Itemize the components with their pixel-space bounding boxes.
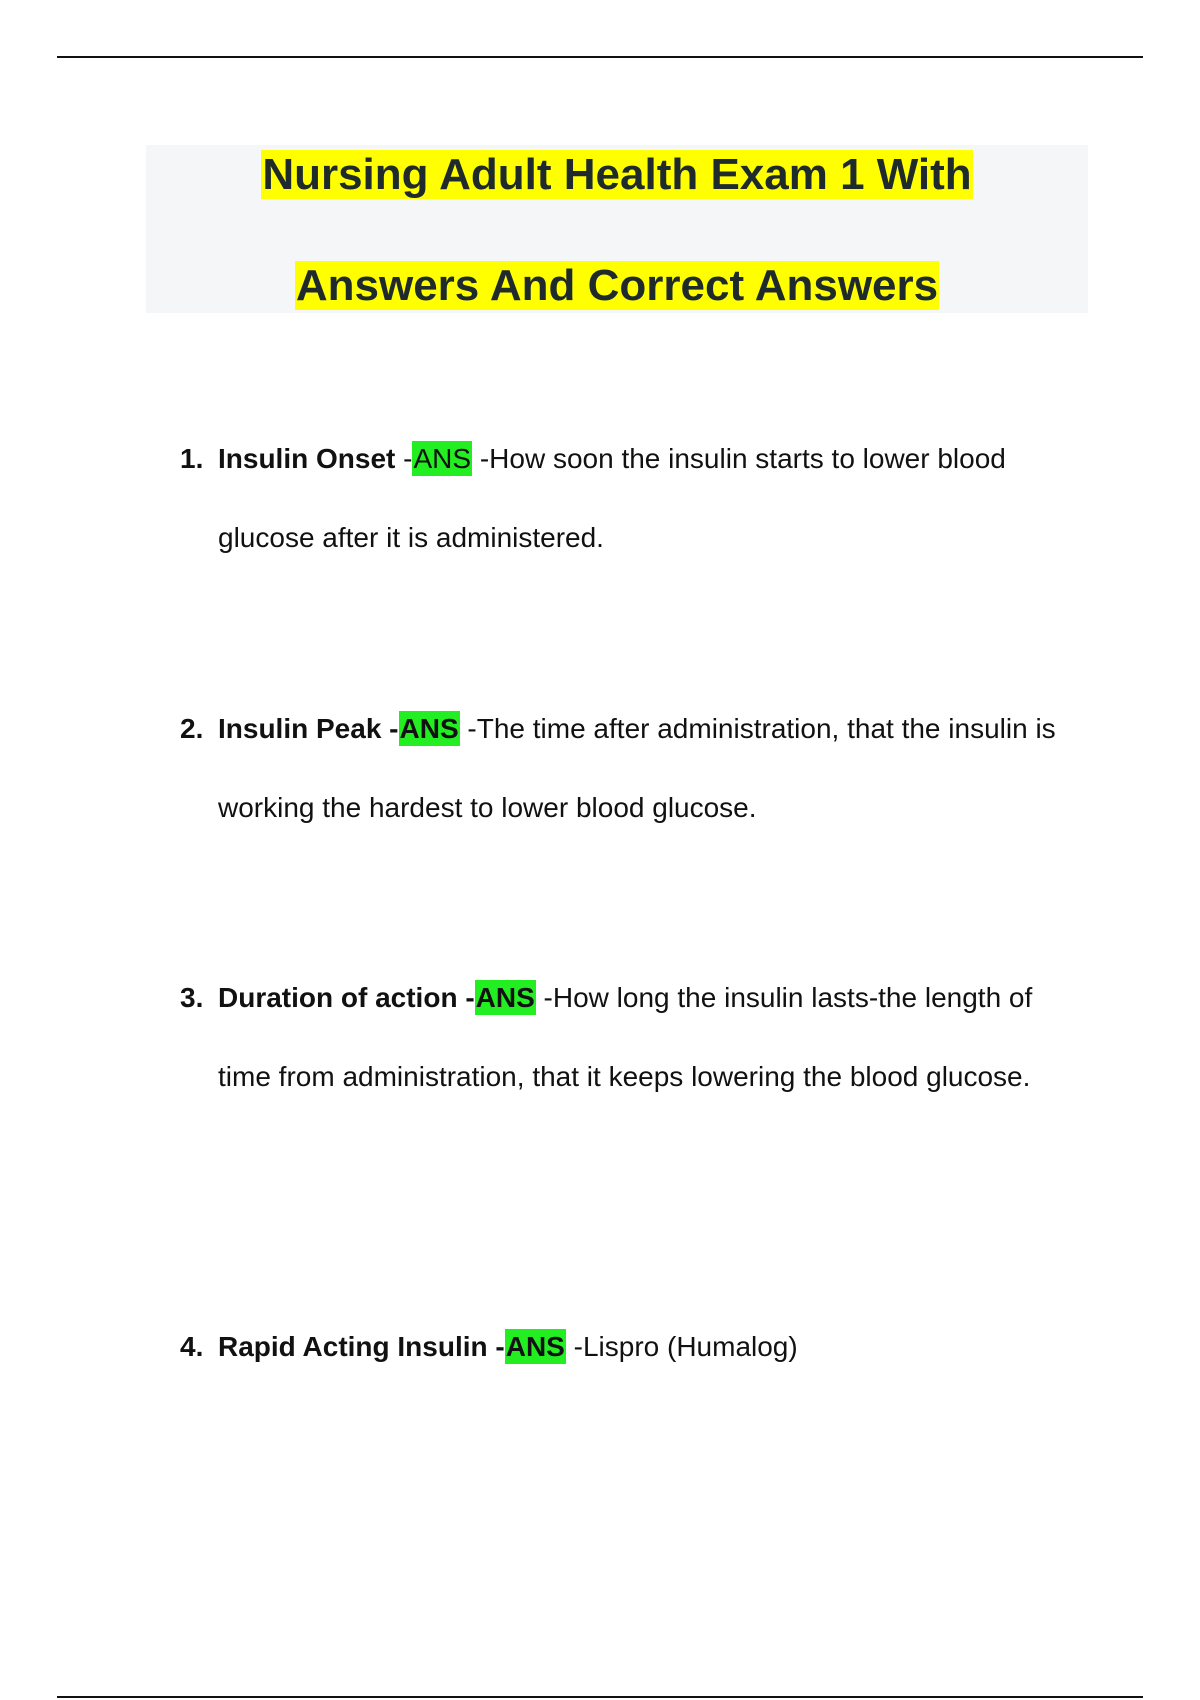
footer-rule (57, 1696, 1143, 1698)
item-body (218, 1307, 1080, 1386)
item-term: Rapid Acting Insulin - (218, 1331, 505, 1362)
item-number: 4. (180, 1331, 204, 1362)
item-number: 1. (180, 443, 204, 474)
item-term: Insulin Peak - (218, 713, 399, 744)
ans-tag: ANS (505, 1331, 565, 1362)
qa-item-2 (180, 689, 1080, 847)
ans-tag: ANS (399, 713, 459, 744)
item-number: 3. (180, 982, 204, 1013)
item-definition: -How soon the insulin starts to lower blood glucose after it is administered. (218, 443, 1006, 553)
item-definition: -The time after administration, that the insulin is working the hardest to lower blood glucose. (218, 713, 1056, 823)
ans-tag: ANS (475, 982, 535, 1013)
title-block (146, 145, 1088, 313)
qa-item-3 (180, 958, 1080, 1116)
document-title-line-2 (146, 258, 1088, 314)
title-highlight-1: Nursing Adult Health Exam 1 With (262, 150, 972, 199)
item-number: 2. (180, 713, 204, 744)
item-term: Insulin Onset (218, 443, 404, 474)
document-title-line-1 (146, 147, 1088, 203)
title-highlight-2: Answers And Correct Answers (295, 261, 939, 310)
item-definition: -Lispro (Humalog) (565, 1331, 798, 1362)
item-definition: -How long the insulin lasts-the length of time from administration, that it keeps lowering the blood glucose. (218, 982, 1033, 1092)
header-rule (57, 56, 1143, 58)
item-body (218, 689, 1080, 847)
qa-item-4 (180, 1307, 1080, 1386)
item-body (218, 958, 1080, 1116)
item-separator: - (403, 443, 413, 474)
item-body (218, 419, 1080, 577)
qa-item-1 (180, 419, 1080, 577)
item-term: Duration of action - (218, 982, 475, 1013)
ans-tag: ANS (413, 443, 472, 474)
